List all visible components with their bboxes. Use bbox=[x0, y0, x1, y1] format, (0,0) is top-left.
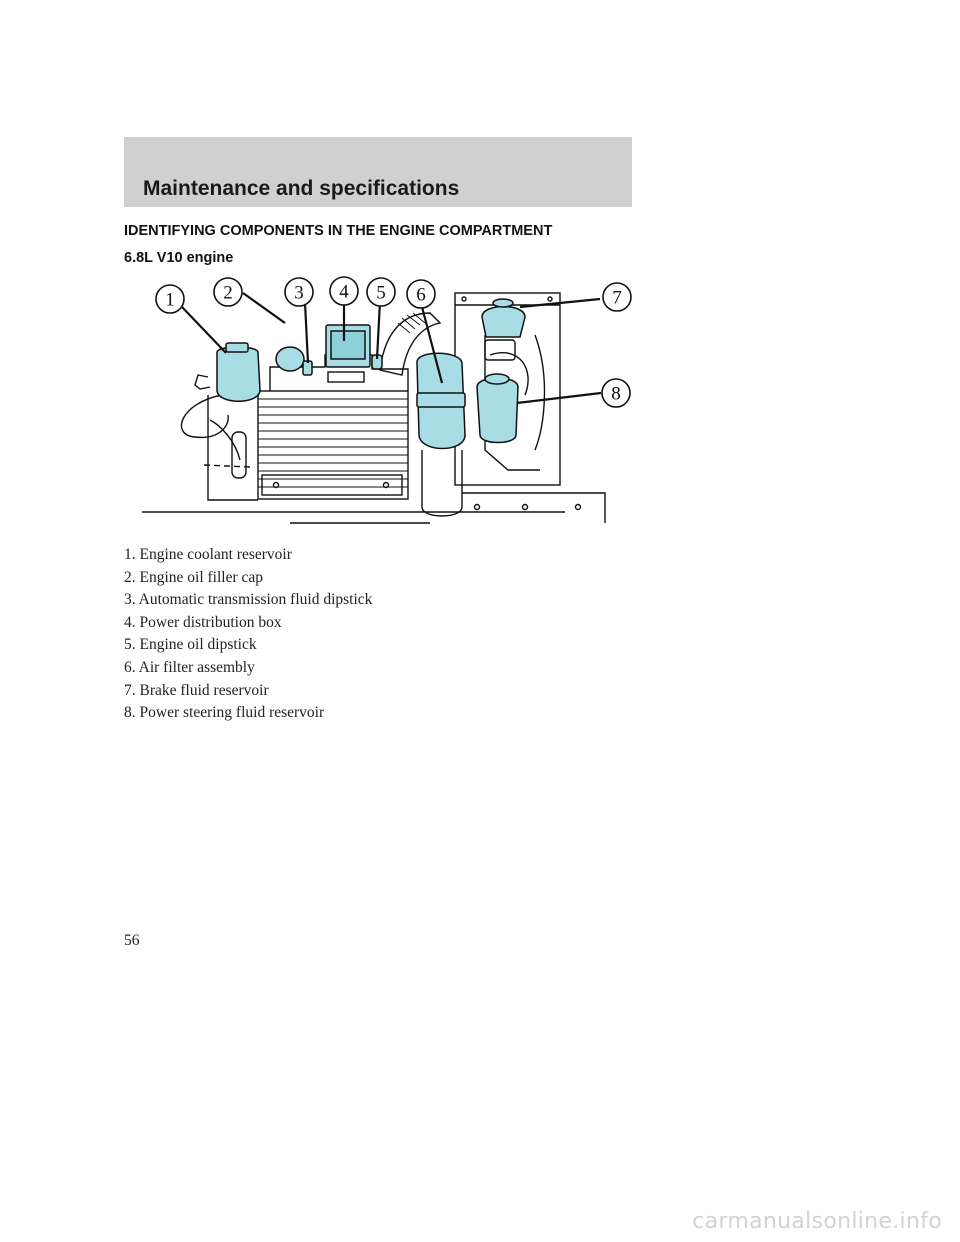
callout-6: 6 bbox=[416, 284, 426, 306]
engine-subtitle: 6.8L V10 engine bbox=[124, 250, 234, 266]
hose-left bbox=[181, 395, 228, 437]
callout-3: 3 bbox=[294, 282, 304, 304]
hose-clamp bbox=[195, 375, 210, 389]
watermark: carmanualsonline.info bbox=[692, 1209, 942, 1234]
legend-item: 8. Power steering fluid reservoir bbox=[124, 704, 325, 722]
power-steering-cap bbox=[485, 374, 509, 384]
power-steering-reservoir bbox=[477, 378, 518, 443]
air-filter-clamp bbox=[417, 393, 465, 407]
page-title: Maintenance and specifications bbox=[143, 177, 460, 200]
callout-4: 4 bbox=[339, 281, 349, 303]
component-legend bbox=[124, 544, 372, 725]
airbox-base bbox=[422, 450, 462, 516]
callout-7: 7 bbox=[612, 287, 622, 309]
legend-item: 4. Power distribution box bbox=[124, 613, 282, 631]
legend-item: 6. Air filter assembly bbox=[124, 658, 255, 676]
coolant-cap bbox=[226, 343, 248, 352]
engine-compartment-illustration bbox=[140, 275, 640, 535]
brake-fluid-reservoir bbox=[482, 307, 525, 338]
legend-item: 1. Engine coolant reservoir bbox=[124, 546, 292, 563]
battery-tray bbox=[208, 395, 258, 500]
callout-1: 1 bbox=[165, 289, 175, 311]
callout-5: 5 bbox=[376, 282, 386, 304]
radiator-bracket bbox=[262, 475, 402, 495]
page-number: 56 bbox=[124, 932, 140, 949]
legend-item: 7. Brake fluid reservoir bbox=[124, 681, 269, 699]
engine-label-plate bbox=[328, 372, 364, 382]
brake-fluid-cap bbox=[493, 299, 513, 307]
legend-item: 3. Automatic transmission fluid dipstick bbox=[124, 591, 373, 609]
section-title: IDENTIFYING COMPONENTS IN THE ENGINE COMPARTMENT bbox=[124, 223, 553, 239]
oil-filler-cap bbox=[276, 347, 304, 371]
callout-2: 2 bbox=[223, 282, 233, 304]
trans-dipstick-handle bbox=[303, 361, 312, 375]
brake-master-cylinder bbox=[485, 340, 515, 360]
legend-item: 2. Engine oil filler cap bbox=[124, 568, 264, 586]
callout-8: 8 bbox=[611, 383, 621, 405]
legend-item: 5. Engine oil dipstick bbox=[124, 636, 257, 654]
coolant-reservoir bbox=[217, 347, 260, 401]
frame-rail bbox=[462, 493, 605, 523]
